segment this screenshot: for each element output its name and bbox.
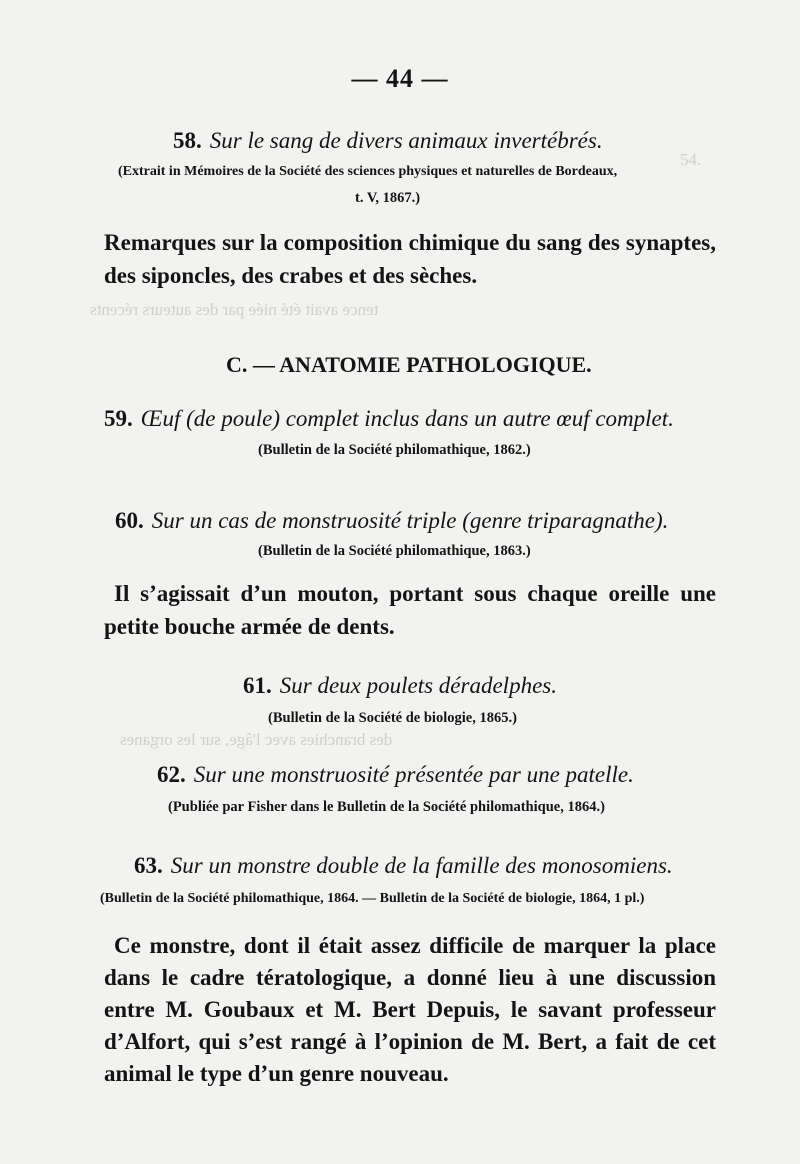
entry-number: 58. — [173, 128, 202, 153]
entry-62-source: (Publiée par Fisher dans le Bulletin de la Société philomathique, 1864.) — [168, 799, 605, 815]
entry-63-title — [134, 853, 673, 879]
entry-60-source: (Bulletin de la Société philomathique, 1863.) — [258, 543, 531, 559]
entry-58-description: Remarques sur la composition chimique du sang des synaptes, des siponcles, des crabes et des sèches. — [104, 230, 716, 288]
entry-60-description: Il s’agissait d’un mouton, portant sous chaque oreille une petite bouche armée de dents. — [104, 581, 716, 639]
show-through-artifact: des branchies avec l'âge, sur les organes — [120, 730, 393, 749]
entry-58-source-line2: t. V, 1867.) — [355, 190, 421, 206]
entry-number: 63. — [134, 853, 163, 878]
entry-title-text: Sur une monstruosité présentée par une patelle. — [193, 762, 634, 787]
show-through-artifact: 54. — [680, 150, 702, 169]
entry-title-text: Œuf (de poule) complet inclus dans un autre œuf complet. — [140, 406, 674, 431]
entry-59-source: (Bulletin de la Société philomathique, 1862.) — [258, 442, 531, 458]
entry-number: 59. — [104, 406, 133, 431]
entry-title-text: Sur le sang de divers animaux invertébrés. — [209, 128, 603, 153]
entry-number: 60. — [115, 508, 144, 533]
entry-title-text: Sur un monstre double de la famille des monosomiens. — [170, 853, 673, 878]
entry-63-description: Ce monstre, dont il était assez difficile de marquer la place dans le cadre tératologique, a donné lieu à une discussion entre M. Goubaux et M. Bert Depuis, le savant professeur d’Alfort, qui s’est rangé à l’opinion de M. Bert, a fait de cet animal le type d’un genre nouveau. — [104, 933, 716, 1086]
section-heading: C. — ANATOMIE PATHOLOGIQUE. — [226, 352, 592, 377]
page-number: — 44 — — [351, 64, 449, 93]
show-through-artifact: tence avait été niée par des auteurs récents — [90, 300, 379, 319]
entry-63-source: (Bulletin de la Société philomathique, 1864. — Bulletin de la Société de biologie, 1864, 1 pl.) — [100, 891, 645, 906]
entry-60-title — [115, 508, 668, 534]
entry-title-text: Sur deux poulets déradelphes. — [279, 673, 557, 698]
entry-58-source-line1: (Extrait in Mémoires de la Société des sciences physiques et naturelles de Bordeaux, — [118, 164, 618, 179]
entry-61-title — [243, 673, 557, 699]
entry-62-title — [157, 762, 634, 788]
entry-59-title — [104, 406, 674, 432]
entry-58-title — [173, 128, 603, 154]
entry-title-text: Sur un cas de monstruosité triple (genre triparagnathe). — [151, 508, 669, 533]
entry-number: 61. — [243, 673, 272, 698]
entry-61-source: (Bulletin de la Société de biologie, 1865.) — [268, 710, 517, 726]
entry-number: 62. — [157, 762, 186, 787]
